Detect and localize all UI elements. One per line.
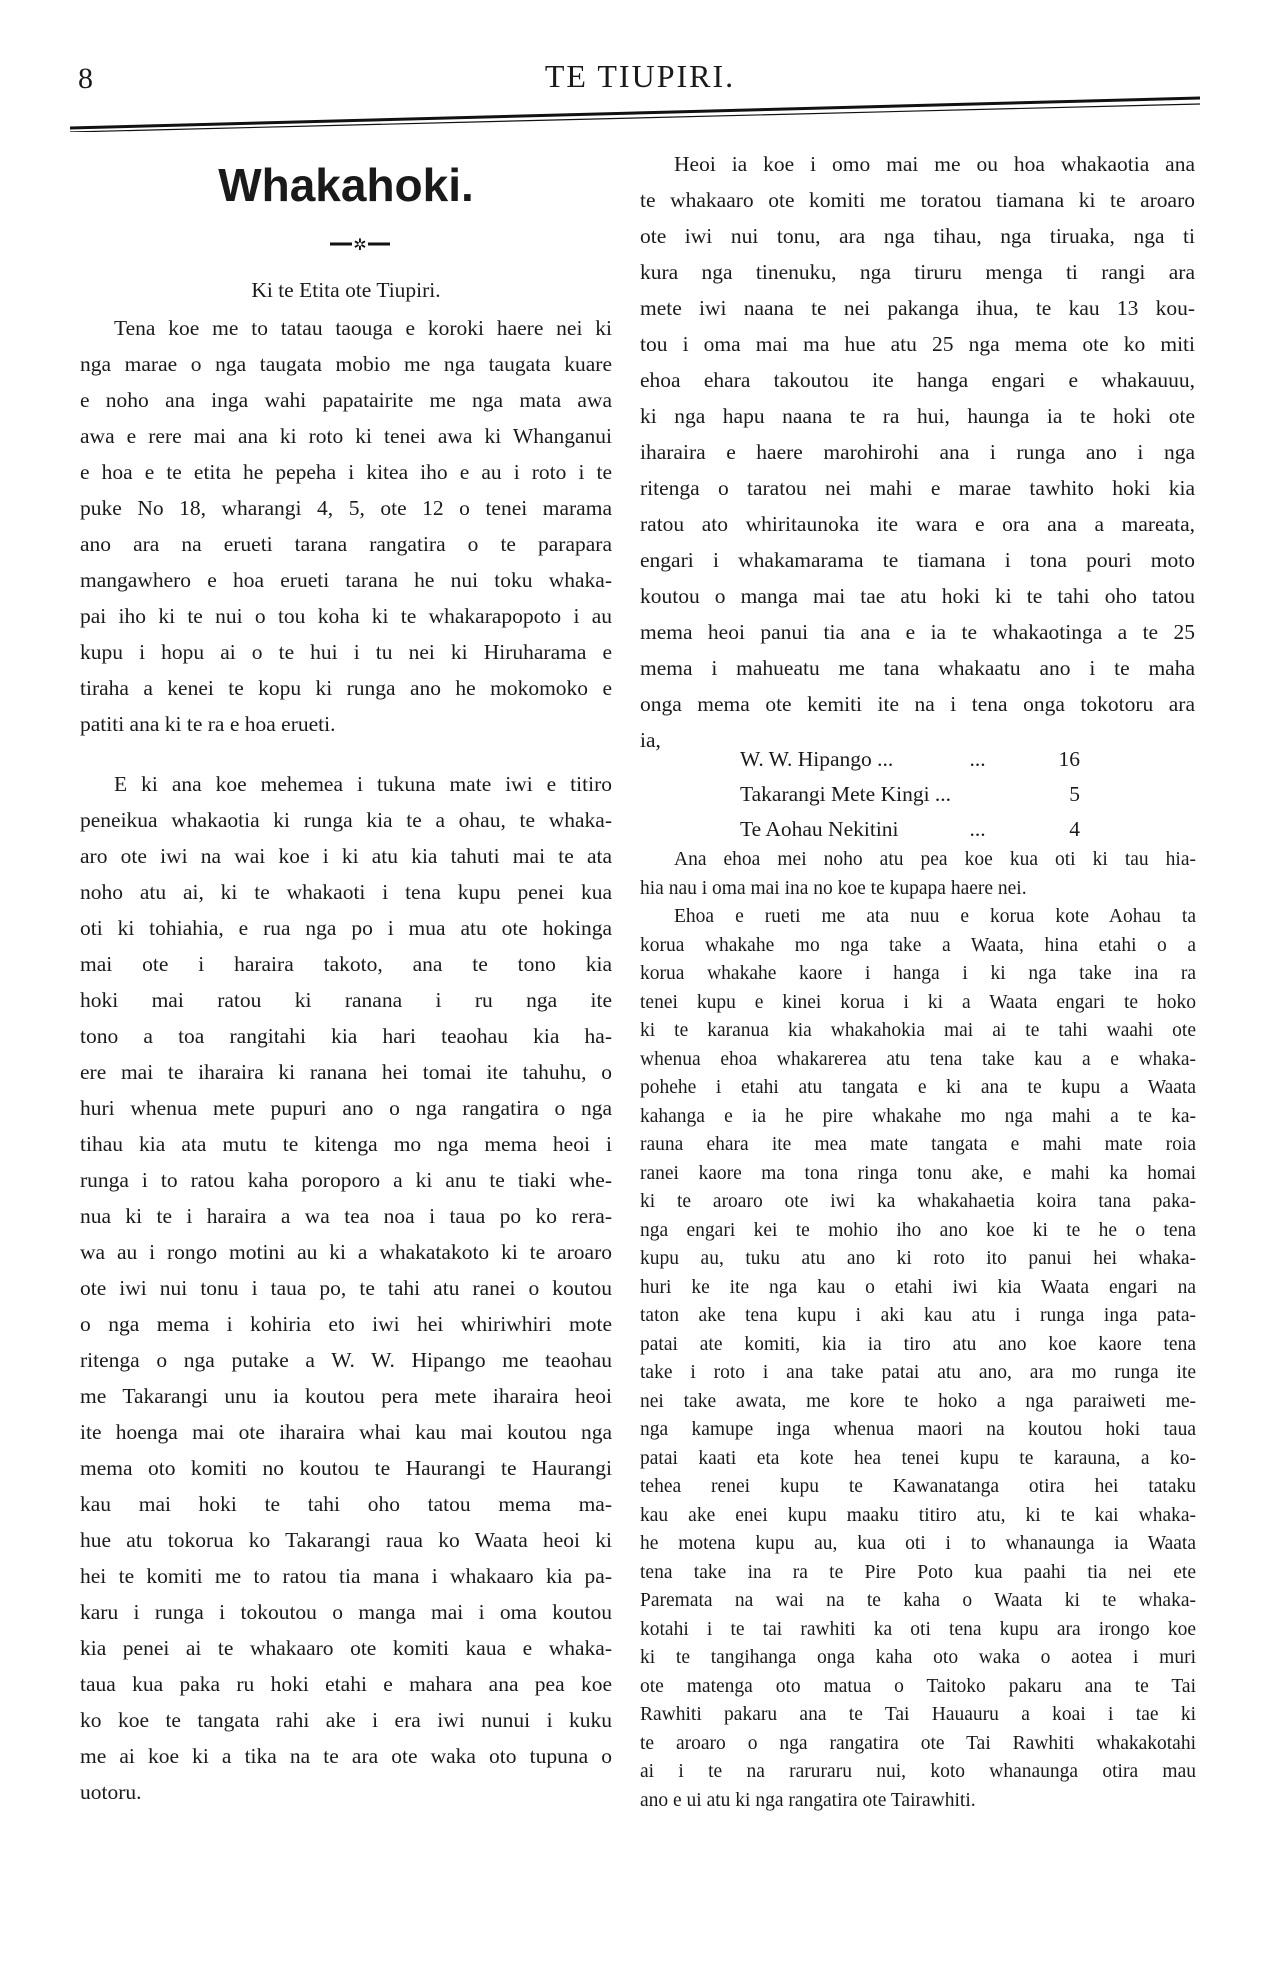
text-line: ki te karanua kia whakahokia mai ai te tahi waahi ote xyxy=(640,1020,1196,1041)
text-line: ite hoenga mai ote iharaira whai kau mai koutou nga xyxy=(80,1420,612,1444)
text-line: nga marae o nga taugata mobio me nga taugata kuare xyxy=(80,352,612,376)
text-line: koutou o manga mai tae atu hoki ki te tahi oho tatou xyxy=(640,584,1195,608)
text-line: karu i runga i tokoutou o manga mai i oma koutou xyxy=(80,1600,612,1624)
text-line: uotoru. xyxy=(80,1780,142,1804)
text-line: ehoa ehara takoutou ite hanga engari e whakauuu, xyxy=(640,368,1195,392)
text-line: Rawhiti pakaru ana te Tai Hauauru a koai i tae ki xyxy=(640,1704,1196,1725)
text-line: ki te aroaro ote iwi ka whakahaetia koira tana paka- xyxy=(640,1191,1196,1212)
text-line: Tena koe me to tatau taouga e koroki haere nei ki xyxy=(114,316,612,340)
left-paragraph-2 xyxy=(80,766,612,1810)
right-paragraph-1 xyxy=(640,146,1195,758)
text-line: ote iwi nui tonu i taua po, te tahi atu ranei o koutou xyxy=(80,1276,612,1300)
text-line: korua whakahe kaore i hanga i ki nga take ina ra xyxy=(640,963,1196,984)
text-line: nua ki te i haraira a wa tea noa i taua po ko rera- xyxy=(80,1204,612,1228)
text-line: tou i oma mai ma hue atu 25 nga mema ote ko miti xyxy=(640,332,1195,356)
text-line: runga i to ratou kaha poroporo a ki anu te tiaki whe- xyxy=(80,1168,612,1192)
text-line: Ehoa e rueti me ata nuu e korua kote Aohau ta xyxy=(674,906,1196,927)
text-line: kau ake enei kupu maaku titiro atu, ki te kai whaka- xyxy=(640,1504,1196,1526)
text-line: Heoi ia koe i omo mai me ou hoa whakaotia ana xyxy=(674,152,1195,176)
text-line: nga engari kei te mohio iho ano koe ki te he o tena xyxy=(640,1219,1196,1241)
page-number: 8 xyxy=(78,62,93,95)
text-line: oti ki tohiahia, e rua nga po i mua atu ote hokinga xyxy=(80,916,612,940)
text-line: taua kua paka ru hoki etahi e mahara ana pea koe xyxy=(80,1672,612,1696)
text-line: me Takarangi unu ia koutou pera mete iharaira heoi xyxy=(80,1384,612,1408)
text-line: patai kaati eta kote hea tenei kupu te karauna, a ko- xyxy=(640,1447,1196,1469)
text-line: patiti ana ki te ra e hoa erueti. xyxy=(80,712,336,736)
text-line: puke No 18, wharangi 4, 5, ote 12 o tenei marama xyxy=(80,496,612,520)
text-line: ritenga o nga putake a W. W. Hipango me teaohau xyxy=(80,1348,612,1372)
text-line: mema heoi panui tia ana e ia te whakaotinga a te 25 xyxy=(640,620,1195,644)
text-line: huri ke ite nga kau o etahi iwi kia Waata engari na xyxy=(640,1276,1196,1298)
text-line: iharaira e haere marohirohi ana i runga ano i nga xyxy=(640,440,1195,464)
candidate-name: Te Aohau Nekitini xyxy=(740,817,899,841)
leader-dots: ... xyxy=(969,747,986,771)
masthead: TE TIUPIRI. xyxy=(544,58,736,94)
text-line: Ana ehoa mei noho atu pea koe kua oti ki tau hia- xyxy=(674,849,1196,870)
right-paragraph-2 xyxy=(640,846,1196,1815)
text-line: Paremata na wai na te kaha o Waata ki te whaka- xyxy=(640,1590,1196,1611)
text-line: kupu i hopu ai o te hui i tu nei ki Hiruharama e xyxy=(80,640,612,664)
text-line: huri whenua mete pupuri ano o nga rangatira o nga xyxy=(80,1096,612,1120)
text-line: kupu au, tuku atu ano ki roto ito panui hei whaka- xyxy=(640,1248,1196,1269)
vote-row xyxy=(740,777,1140,812)
text-line: kahanga e ia he pire whakahe mo nga mahi a te ka- xyxy=(640,1105,1196,1127)
text-line: nei take awata, me kore te hoko a nga paraiweti me- xyxy=(640,1390,1196,1412)
text-line: te aroaro o nga rangatira ote Tai Rawhiti whakakotahi xyxy=(640,1732,1196,1754)
salutation: Ki te Etita ote Tiupiri. xyxy=(251,278,441,302)
text-line: ai i te na raruraru nui, koto whanaunga otira mau xyxy=(640,1761,1196,1782)
text-line: mema oto komiti no koutou te Haurangi te Haurangi xyxy=(80,1456,612,1480)
text-line: awa e rere mai ana ki roto ki tenei awa ki Whanganui xyxy=(80,424,612,448)
text-line: ia, xyxy=(640,728,661,752)
text-line: take i roto i ana take patai atu ano, ara mo runga ite xyxy=(640,1362,1196,1383)
text-line: hoki mai ratou ki ranana i ru nga ite xyxy=(80,988,612,1012)
text-line: wa au i rongo motini au ki a whakatakoto ki te aroaro xyxy=(80,1240,612,1264)
text-line: korua whakahe mo nga take a Waata, hina etahi o a xyxy=(640,934,1196,956)
text-line: taton ake tena kupu i aki kau atu i runga inga pata- xyxy=(640,1305,1196,1326)
text-line: ote matenga oto matua o Taitoko pakaru ana te Tai xyxy=(640,1675,1196,1697)
text-line: noho atu ai, ki te whakaoti i tena kupu penei kua xyxy=(80,880,612,904)
vote-row xyxy=(740,812,1140,847)
text-line: mai ote i haraira takoto, ana te tono kia xyxy=(80,952,612,976)
text-line: kau mai hoki te tahi oho tatou mema ma- xyxy=(80,1492,612,1516)
candidate-name: Takarangi Mete Kingi ... xyxy=(740,782,952,806)
leader-dots xyxy=(990,777,1020,812)
left-paragraph-1 xyxy=(80,310,612,742)
text-line: peneikua whakaotia ki runga kia te a ohau, te whaka- xyxy=(80,808,612,832)
text-line: hue atu tokorua ko Takarangi raua ko Waata heoi ki xyxy=(80,1528,612,1552)
leader-dots: ... xyxy=(969,817,986,841)
svg-text:✲: ✲ xyxy=(353,237,367,254)
text-line: ritenga o taratou nei mahi e marae tawhito hoki kia xyxy=(640,476,1195,500)
text-line: tihau kia ata mutu te kitenga mo nga mema heoi i xyxy=(80,1132,612,1156)
text-line: onga mema ote kemiti ite na i tena onga tokotoru ara xyxy=(640,692,1195,716)
text-line: tono a toa rangitahi kia hari teaohau kia ha- xyxy=(80,1024,612,1048)
vote-tally-table xyxy=(740,742,1140,847)
text-line: mangawhero e hoa erueti tarana he nui toku whaka- xyxy=(80,568,612,592)
candidate-name: W. W. Hipango ... xyxy=(740,747,894,771)
text-line: tiraha a kenei te kopu ki runga ano he mokomoko e xyxy=(80,676,612,700)
divider-ornament-icon xyxy=(330,234,390,254)
text-line: nga kamupe inga whenua maori na koutou hoki taua xyxy=(640,1419,1196,1440)
text-line: hia nau i oma mai ina no koe te kupapa haere nei. xyxy=(640,877,1027,899)
text-line: kotahi i te tai rawhiti ka oti tena kupu ara irongo koe xyxy=(640,1618,1196,1640)
text-line: ano ara na erueti tarana rangatira o te parapara xyxy=(80,532,612,556)
text-line: kura nga tinenuku, nga tiruru menga ti rangi ara xyxy=(640,260,1195,284)
text-line: ote iwi nui tonu, ara nga tihau, nga tiruaka, nga ti xyxy=(640,224,1195,248)
text-line: pohehe i etahi atu tangata e ki ana te kupu a Waata xyxy=(640,1077,1196,1098)
text-line: tena take ina ra te Pire Poto kua paahi tia nei ete xyxy=(640,1561,1196,1583)
text-line: o nga mema i kohiria eto iwi hei whiriwhiri mote xyxy=(80,1312,612,1336)
article-title: Whakahoki. xyxy=(218,159,474,211)
text-line: mema i mahueatu me tana whakaatu ano i te maha xyxy=(640,656,1195,680)
text-line: ki nga hapu naana te ra hui, haunga ia te hoki ote xyxy=(640,404,1195,428)
text-line: tenei kupu e kinei korua i ki a Waata engari te hoko xyxy=(640,991,1196,1013)
text-line: te whakaaro ote komiti me toratou tiamana ki te aroaro xyxy=(640,188,1195,212)
text-line: me ai koe ki a tika na te ara ote waka oto tupuna o xyxy=(80,1744,612,1768)
vote-count: 16 xyxy=(1058,747,1080,771)
text-line: ranei kaore ma tona ringa tonu ake, e mahi ka homai xyxy=(640,1162,1196,1184)
vote-row xyxy=(740,742,1140,777)
text-line: e hoa e te etita he pepeha i kitea iho e au i roto i te xyxy=(80,460,612,484)
text-line: rauna ehara ite mea mate tangata e mahi mate roia xyxy=(640,1134,1196,1155)
text-line: aro ote iwi na wai koe i ki atu kia tahuti mai te ata xyxy=(80,844,612,868)
text-line: e noho ana inga wahi papatairite me nga mata awa xyxy=(80,388,612,412)
text-line: ko koe te tangata rahi ake i era iwi nunui i kuku xyxy=(80,1708,612,1732)
text-line: ratou ato whiritaunoka ite wara e ora ana a mareata, xyxy=(640,512,1195,536)
vote-count: 4 xyxy=(1069,817,1080,841)
vote-count: 5 xyxy=(1069,782,1080,806)
text-line: patai ate komiti, kia ia tiro atu ano koe kaore tena xyxy=(640,1333,1196,1355)
header-rule xyxy=(70,92,1200,132)
text-line: whenua ehoa whakarerea atu tena take kau a e whaka- xyxy=(640,1048,1196,1070)
text-line: ano e ui atu ki nga rangatira ote Tairawhiti. xyxy=(640,1789,976,1811)
text-line: engari i whakamarama te tiamana i tona pouri moto xyxy=(640,548,1195,572)
text-line: mete iwi naana te nei pakanga ihua, te kau 13 kou- xyxy=(640,296,1195,320)
text-line: pai iho ki te nui o tou koha ki te whakarapopoto i au xyxy=(80,604,612,628)
text-line: ki te tangihanga onga kaha oto waka o aotea i muri xyxy=(640,1647,1196,1668)
text-line: he motena kupu au, kua oti i to whanaunga ia Waata xyxy=(640,1533,1196,1554)
text-line: hei te komiti me to ratou tia mana i whakaaro kia pa- xyxy=(80,1564,612,1588)
text-line: kia penei ai te whakaaro ote komiti kaua e whaka- xyxy=(80,1636,612,1660)
text-line: E ki ana koe mehemea i tukuna mate iwi e titiro xyxy=(114,772,612,796)
text-line: ere mai te iharaira ki ranana hei tomai ite tahuhu, o xyxy=(80,1060,612,1084)
text-line: tehea renei kupu te Kawanatanga otira hei tataku xyxy=(640,1476,1196,1497)
